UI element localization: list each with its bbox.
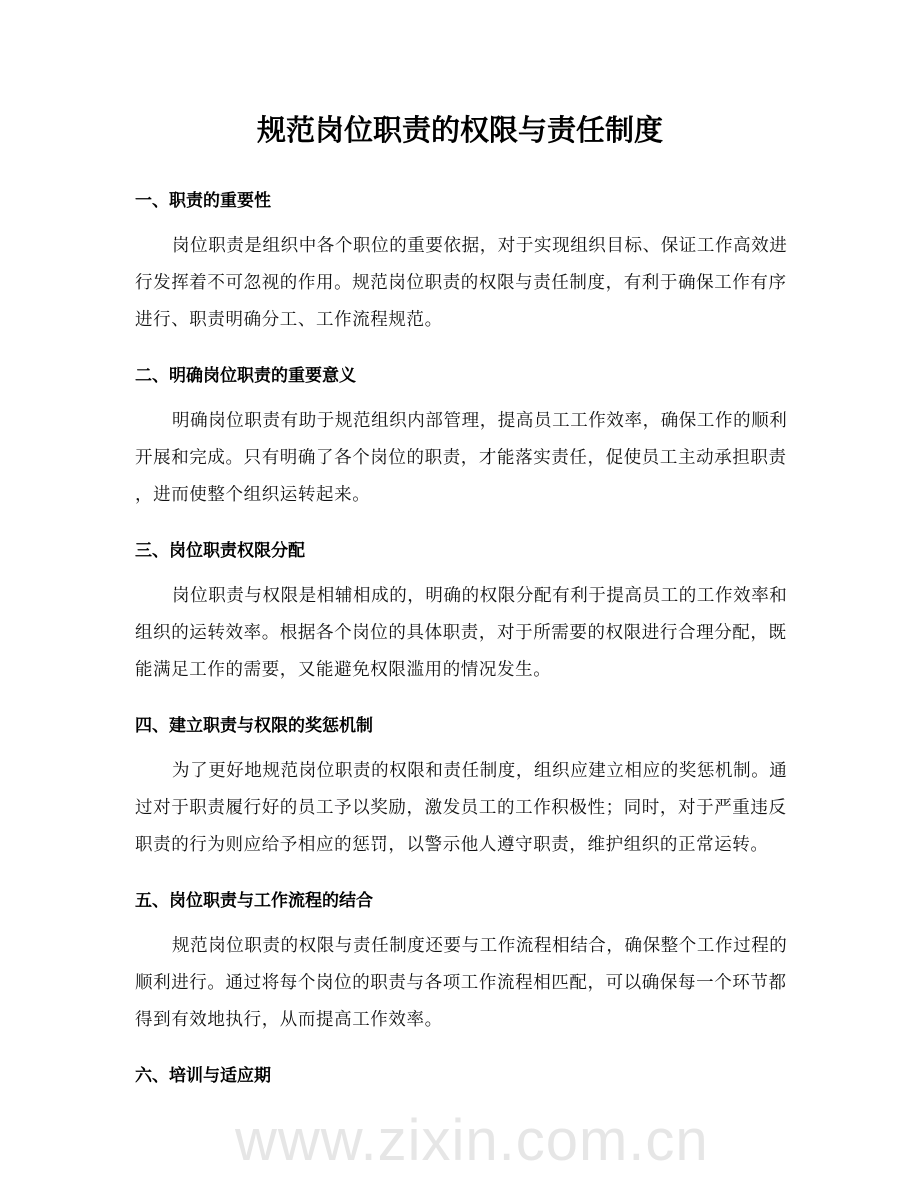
paragraph-line: 得到有效地执行，从而提高工作效率。 xyxy=(135,1009,443,1030)
document-title: 规范岗位职责的权限与责任制度 xyxy=(256,113,663,147)
section-paragraph xyxy=(135,578,805,689)
paragraph-line: 明确岗位职责有助于规范组织内部管理，提高员工工作效率，确保工作的顺利 xyxy=(172,410,788,431)
section-paragraph xyxy=(135,228,805,339)
paragraph-line: 行发挥着不可忽视的作用。规范岗位职责的权限与责任制度，有利于确保工作有序 xyxy=(135,272,787,293)
section-paragraph xyxy=(135,403,805,514)
paragraph-line: 职责的行为则应给予相应的惩罚，以警示他人遵守职责，维护组织的正常运转。 xyxy=(135,834,769,855)
watermark: www.zixin.com.cn xyxy=(235,1108,709,1173)
paragraph-line: 组织的运转效率。根据各个岗位的具体职责，对于所需要的权限进行合理分配，既 xyxy=(135,622,787,643)
paragraph-line: 为了更好地规范岗位职责的权限和责任制度，组织应建立相应的奖惩机制。通 xyxy=(172,760,788,781)
section-heading: 六、培训与适应期 xyxy=(135,1065,271,1086)
document-body xyxy=(135,183,805,1095)
paragraph-line: 过对于职责履行好的员工予以奖励，激发员工的工作积极性；同时，对于严重违反 xyxy=(135,797,787,818)
section-heading: 二、明确岗位职责的重要意义 xyxy=(135,365,356,386)
paragraph-line: ，进而使整个组织运转起来。 xyxy=(135,484,371,505)
section-paragraph xyxy=(135,753,805,864)
paragraph-line: 顺利进行。通过将每个岗位的职责与各项工作流程相匹配，可以确保每一个环节都 xyxy=(135,972,787,993)
section-paragraph xyxy=(135,928,805,1039)
section-heading: 三、岗位职责权限分配 xyxy=(135,540,305,561)
paragraph-line: 岗位职责是组织中各个职位的重要依据，对于实现组织目标、保证工作高效进 xyxy=(172,235,788,256)
paragraph-line: 规范岗位职责的权限与责任制度还要与工作流程相结合，确保整个工作过程的 xyxy=(172,935,788,956)
document-page xyxy=(135,110,805,1103)
paragraph-line: 开展和完成。只有明确了各个岗位的职责，才能落实责任，促使员工主动承担职责 xyxy=(135,447,787,468)
section-heading: 五、岗位职责与工作流程的结合 xyxy=(135,890,373,911)
paragraph-line: 能满足工作的需要，又能避免权限滥用的情况发生。 xyxy=(135,659,552,680)
paragraph-line: 进行、职责明确分工、工作流程规范。 xyxy=(135,309,443,330)
section-heading: 一、职责的重要性 xyxy=(135,190,271,211)
section-heading: 四、建立职责与权限的奖惩机制 xyxy=(135,715,373,736)
paragraph-line: 岗位职责与权限是相辅相成的，明确的权限分配有利于提高员工的工作效率和 xyxy=(172,585,788,606)
